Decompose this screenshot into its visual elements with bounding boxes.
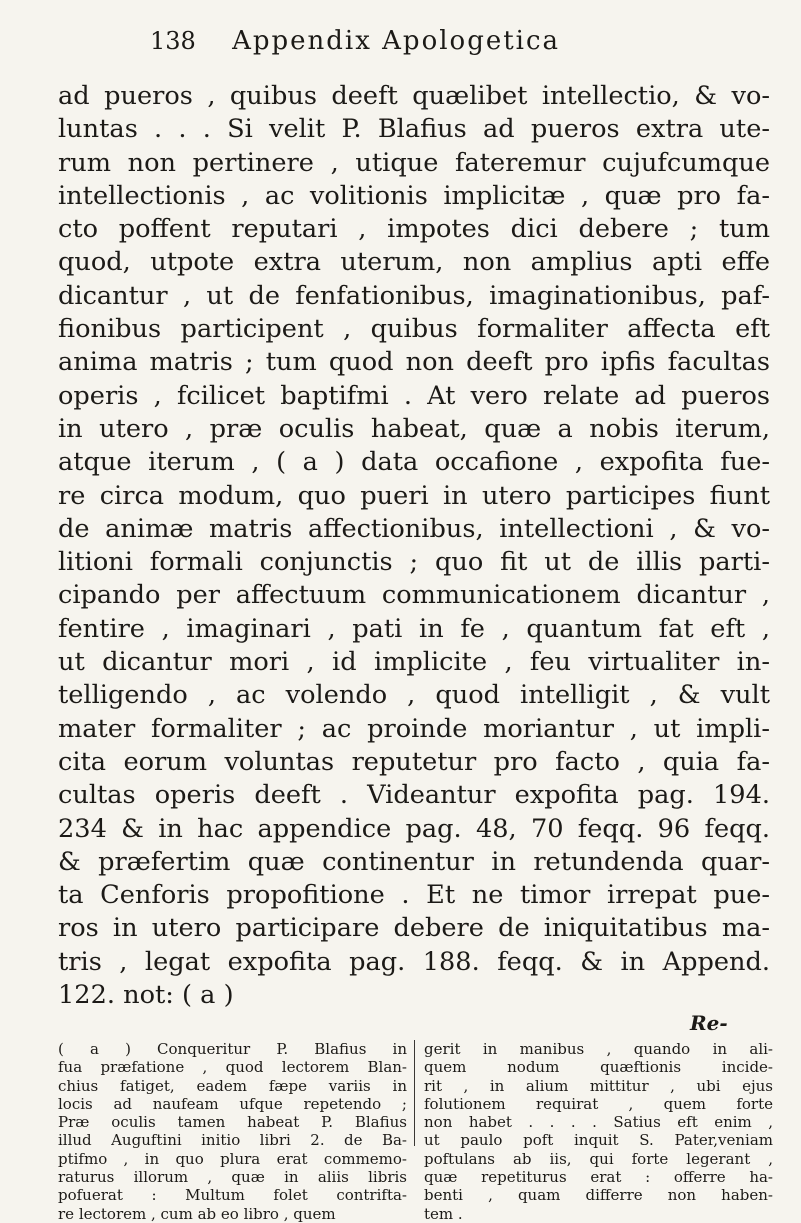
text-line: atque iterum , ( a ) data occafione , expofita fue- — [58, 447, 770, 478]
column-divider — [414, 1040, 415, 1146]
text-line: rum non pertinere , utique fateremur cujufcumque — [58, 147, 770, 178]
main-text — [58, 80, 770, 1012]
footnote-line: quæ repetiturus erat : offerre ha- — [424, 1168, 773, 1187]
text-line: telligendo , ac volendo , quod intelligit , & vult — [58, 680, 770, 711]
footnote-line: benti , quam differre non haben- — [424, 1186, 773, 1205]
text-line: ta Cenforis propofitione . Et ne timor irrepat pue- — [58, 880, 770, 911]
footnotes — [58, 1040, 774, 1223]
running-title: Appendix Apologetica — [232, 26, 561, 56]
text-line: luntas . . . Si velit P. Blafius ad pueros extra ute- — [58, 114, 770, 145]
text-line: in utero , præ oculis habeat, quæ a nobis iterum, — [58, 413, 770, 444]
footnote-line: ptifmo , in quo plura erat commemo- — [58, 1149, 407, 1168]
footnote-line: tem . — [424, 1204, 463, 1223]
footnote-line: ut paulo poft inquit S. Pater,veniam — [424, 1131, 773, 1150]
footnote-line: re lectorem , cum ab eo libro , quem — [58, 1204, 336, 1223]
text-line: ut dicantur mori , id implicite , feu virtualiter in- — [58, 647, 770, 678]
text-line: quod, utpote extra uterum, non amplius apti effe — [58, 247, 770, 278]
text-line: litioni formali conjunctis ; quo fit ut de illis parti- — [58, 547, 770, 578]
footnote-line: raturus illorum , quæ in aliis libris — [58, 1168, 407, 1187]
text-line: cipando per affectuum communicationem dicantur , — [58, 580, 770, 611]
text-line: fionibus participent , quibus formaliter affecta eft — [58, 314, 770, 345]
footnote-line: non habet . . . . Satius eft enim , — [424, 1113, 773, 1132]
footnote-line: folutionem requirat , quem forte — [424, 1094, 773, 1113]
footnote-line: pofuerat : Multum folet contrifta- — [58, 1186, 407, 1205]
text-line: cto poffent reputari , impotes dici debere ; tum — [58, 214, 770, 245]
text-line: dicantur , ut de fenfationibus, imaginationibus, paf- — [58, 280, 770, 311]
text-line: & præfertim quæ continentur in retundenda quar- — [58, 846, 770, 877]
text-line: intellectionis , ac volitionis implicitæ , quæ pro fa- — [58, 180, 770, 211]
footnote-line: locis ad naufeam ufque repetendo ; — [58, 1094, 407, 1113]
footnote-line: illud Auguftini initio libri 2. de Ba- — [58, 1131, 407, 1150]
footnote-line: gerit in manibus , quando in ali- — [424, 1040, 773, 1058]
page-number: 138 — [150, 27, 196, 55]
text-line: operis , fcilicet baptifmi . At vero relate ad pueros — [58, 380, 770, 411]
footnote-line: fua præfatione , quod lectorem Blan- — [58, 1058, 407, 1077]
footnote-line: quem nodum quæftionis incide- — [424, 1058, 773, 1077]
footnote-left-column — [58, 1040, 407, 1223]
text-line: mater formaliter ; ac proinde moriantur , ut impli- — [58, 713, 770, 744]
footnote-line: poftulans ab iis, qui forte legerant , — [424, 1149, 773, 1168]
text-line: 234 & in hac appendice pag. 48, 70 feqq. 96 feqq. — [58, 813, 770, 844]
text-line: cita eorum voluntas reputetur pro facto , quia fa- — [58, 746, 770, 777]
text-line: 122. not: ( a ) — [58, 980, 234, 1011]
text-line: cultas operis deeft . Videantur expofita pag. 194. — [58, 780, 770, 811]
text-line: de animæ matris affectionibus, intellectioni , & vo- — [58, 513, 770, 544]
footnote-line: rit , in alium mittitur , ubi ejus — [424, 1076, 773, 1095]
text-line: re circa modum, quo pueri in utero participes fiunt — [58, 480, 770, 511]
footnote-line: ( a ) Conqueritur P. Blafius in — [58, 1040, 407, 1058]
footnote-line: Præ oculis tamen habeat P. Blafius — [58, 1113, 407, 1132]
text-line: anima matris ; tum quod non deeft pro ipfis facultas — [58, 347, 770, 378]
catchword: Re- — [690, 1011, 728, 1035]
page-header — [150, 26, 790, 56]
text-line: fentire , imaginari , pati in fe , quantum fat eft , — [58, 613, 770, 644]
text-line: ad pueros , quibus deeft quælibet intellectio, & vo- — [58, 81, 770, 111]
text-line: ros in utero participare debere de iniquitatibus ma- — [58, 913, 770, 944]
text-line: tris , legat expofita pag. 188. feqq. & in Append. — [58, 946, 770, 977]
footnote-right-column — [424, 1040, 773, 1223]
footnote-line: chius fatiget, eadem fæpe variis in — [58, 1076, 407, 1095]
